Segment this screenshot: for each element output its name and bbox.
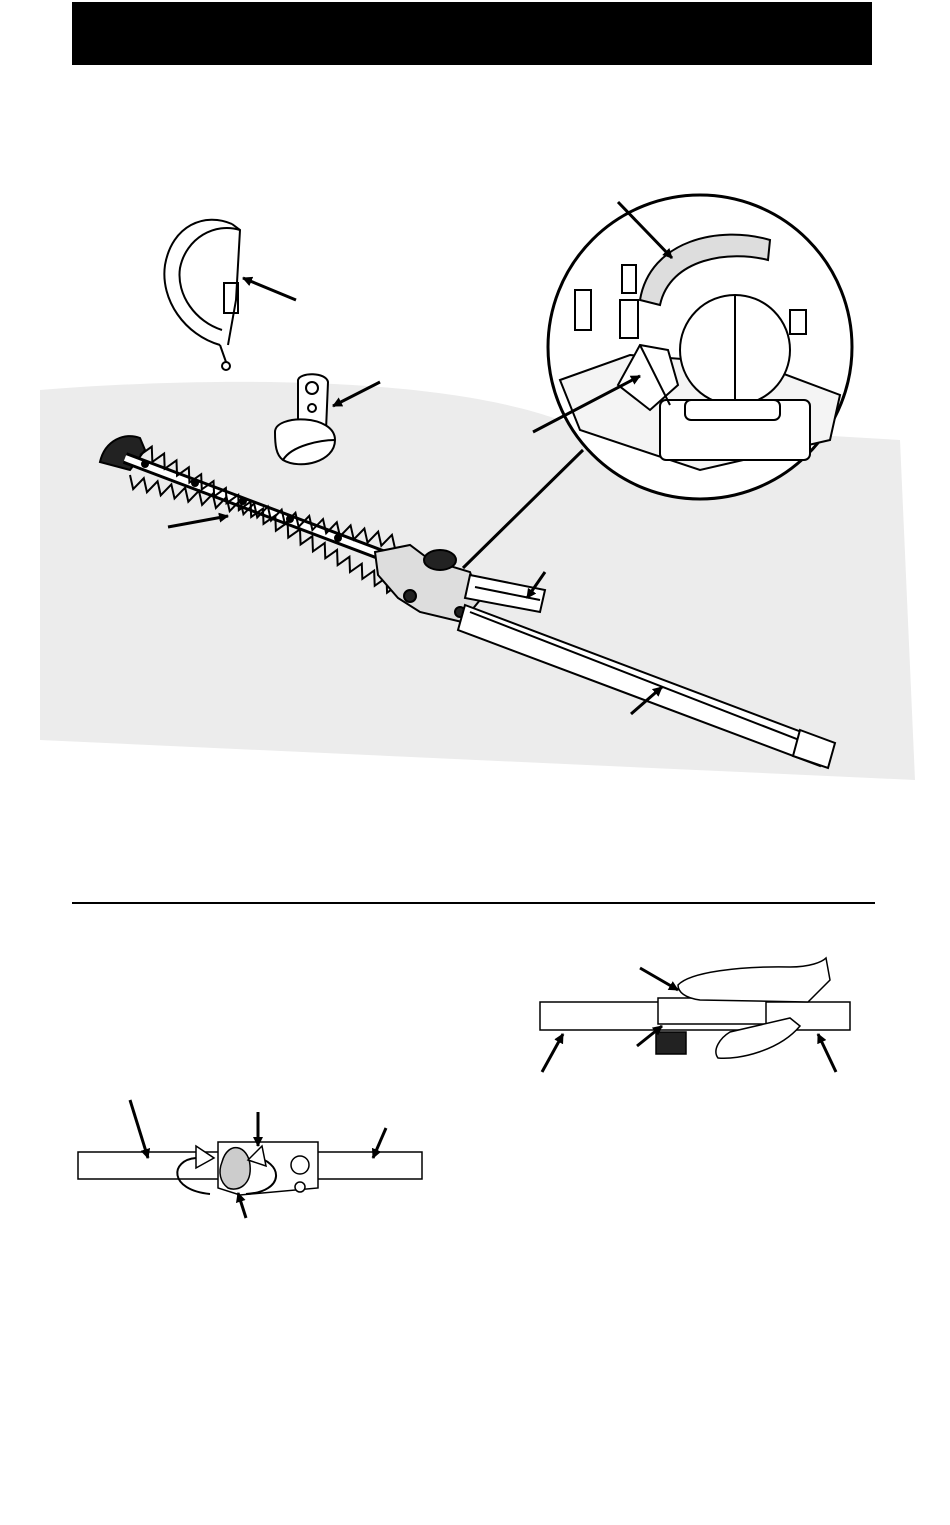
magnified-detail-inset bbox=[548, 195, 852, 499]
hedge-trimmer-assembly-figure bbox=[40, 195, 915, 780]
shaft-coupler-hand-figure bbox=[540, 958, 850, 1072]
shaft-coupler-rotate-figure bbox=[78, 1100, 422, 1218]
shoulder-strap-drawing bbox=[164, 220, 240, 370]
